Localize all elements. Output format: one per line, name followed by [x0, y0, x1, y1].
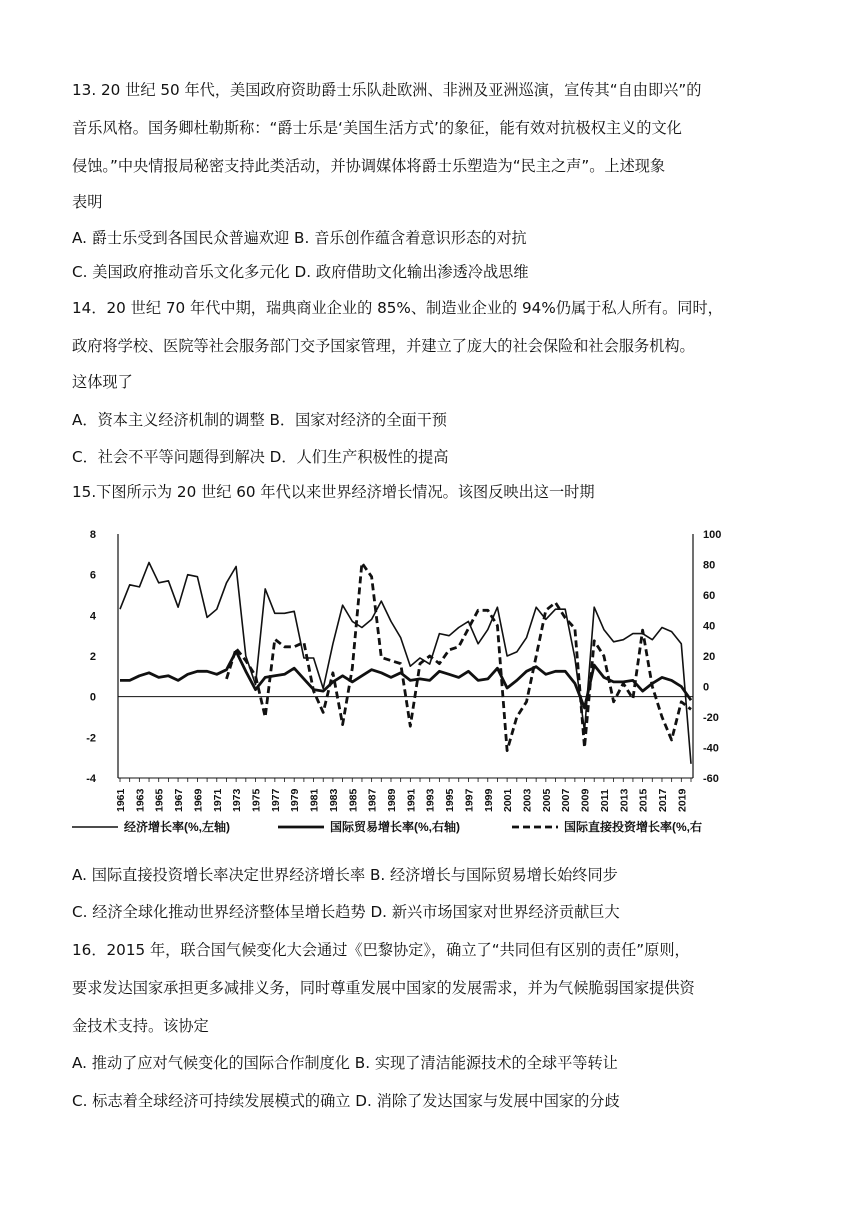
x-tick-label: 2003: [521, 788, 534, 812]
x-tick-label: 1997: [463, 788, 476, 812]
q13-stem-line-4: 表明: [72, 193, 103, 211]
q16-stem-line-1: 16．2015 年，联合国气候变化大会通过《巴黎协定》，确立了“共同但有区别的责任”原则，: [72, 941, 690, 959]
x-tick-label: 1979: [289, 788, 302, 812]
q14-stem-line-1: 14．20 世纪 70 年代中期，瑞典商业企业的 85%、制造业企业的 94%仍属于私人所有。同时，: [72, 299, 723, 317]
y-right-axis-labels: [703, 529, 721, 785]
series-line-3: [227, 563, 692, 751]
legend-label-3: 国际直接投资增长率(%,右: [564, 820, 703, 834]
x-tick-label: 1967: [173, 788, 186, 812]
y-left-tick-label: 4: [89, 610, 96, 623]
y-left-tick-label: 8: [89, 529, 96, 541]
q14-stem-line-3: 这体现了: [72, 373, 133, 391]
x-tick-label: 1991: [405, 788, 418, 812]
q13-option-ab: A. 爵士乐受到各国民众普遍欢迎 B. 音乐创作蕴含着意识形态的对抗: [72, 229, 527, 247]
x-tick-label: 2005: [540, 788, 553, 812]
q14-option-cd: C．社会不平等问题得到解决 D．人们生产积极性的提高: [72, 448, 449, 466]
x-axis-labels: [115, 788, 688, 812]
x-tick-label: 2007: [560, 788, 573, 812]
q16-stem-line-3: 金技术支持。该协定: [72, 1017, 209, 1035]
y-left-tick-label: -2: [86, 732, 96, 745]
x-tick-label: 2015: [637, 788, 650, 812]
y-right-tick-label: -60: [703, 773, 719, 785]
x-axis-ticks: [120, 778, 691, 782]
q13-stem-line-1: 13. 20 世纪 50 年代，美国政府资助爵士乐队赴欧洲、非洲及亚洲巡演，宣传其“自由即兴”的: [72, 81, 702, 99]
series-layer: [120, 563, 691, 764]
legend-label-2: 国际贸易增长率(%,右轴): [330, 820, 460, 834]
y-right-tick-label: 100: [703, 529, 722, 541]
y-right-tick-label: 60: [703, 590, 716, 602]
y-right-tick-label: 0: [703, 681, 710, 694]
x-tick-label: 1981: [308, 788, 321, 812]
q15-option-cd: C. 经济全球化推动世界经济整体呈增长趋势 D. 新兴市场国家对世界经济贡献巨大: [72, 903, 620, 921]
x-tick-label: 1977: [269, 788, 282, 812]
q13-stem-line-3: 侵蚀。”中央情报局秘密支持此类活动，并协调媒体将爵士乐塑造为“民主之声”。上述现象: [72, 157, 666, 175]
x-tick-label: 1961: [115, 788, 127, 812]
x-tick-label: 1965: [153, 788, 166, 812]
q15-stem: 15.下图所示为 20 世纪 60 年代以来世界经济增长情况。该图反映出这一时期: [72, 483, 595, 501]
q14-option-ab: A．资本主义经济机制的调整 B．国家对经济的全面干预: [72, 411, 447, 429]
x-tick-label: 2017: [656, 788, 669, 812]
x-tick-label: 2009: [579, 788, 592, 812]
q16-option-ab: A. 推动了应对气候变化的国际合作制度化 B. 实现了清洁能源技术的全球平等转让: [72, 1054, 618, 1072]
y-left-tick-label: -4: [86, 773, 96, 785]
y-left-axis-labels: [86, 529, 97, 785]
q14-stem-line-2: 政府将学校、医院等社会服务部门交予国家管理，并建立了庞大的社会保险和社会服务机构。: [72, 337, 695, 355]
y-right-tick-label: -20: [703, 712, 719, 724]
x-tick-label: 1999: [482, 788, 495, 812]
y-left-tick-label: 2: [89, 651, 96, 663]
x-tick-label: 1969: [192, 788, 205, 812]
y-right-tick-label: 20: [703, 651, 716, 663]
y-right-tick-label: 40: [703, 620, 716, 633]
q15-option-ab: A. 国际直接投资增长率决定世界经济增长率 B. 经济增长与国际贸易增长始终同步: [72, 866, 618, 884]
q13-stem-line-2: 音乐风格。国务卿杜勒斯称：“爵士乐是‘美国生活方式’的象征，能有效对抗极权主义的文化: [72, 119, 682, 137]
q16-stem-line-2: 要求发达国家承担更多减排义务，同时尊重发展中国家的发展需求，并为气候脆弱国家提供资: [72, 979, 695, 997]
y-left-tick-label: 6: [89, 569, 96, 582]
chart-legend: [72, 819, 702, 834]
y-right-tick-label: -40: [703, 742, 719, 755]
x-tick-label: 1971: [211, 788, 224, 812]
x-tick-label: 2011: [598, 789, 611, 812]
q16-option-cd: C. 标志着全球经济可持续发展模式的确立 D. 消除了发达国家与发展中国家的分歧: [72, 1092, 620, 1110]
x-tick-label: 1989: [385, 788, 398, 812]
series-line-1: [120, 563, 691, 764]
x-tick-label: 1987: [366, 788, 379, 812]
x-tick-label: 1973: [231, 788, 244, 812]
x-tick-label: 1993: [424, 788, 437, 812]
x-tick-label: 2013: [618, 788, 631, 812]
q13-option-cd: C. 美国政府推动音乐文化多元化 D. 政府借助文化输出渗透冷战思维: [72, 263, 529, 281]
x-tick-label: 2019: [676, 788, 689, 812]
x-tick-label: 1985: [347, 788, 360, 812]
x-tick-label: 1995: [444, 788, 457, 812]
y-right-tick-label: 80: [703, 559, 716, 572]
x-tick-label: 2001: [502, 788, 515, 812]
x-tick-label: 1983: [327, 788, 340, 812]
x-tick-label: 1975: [250, 788, 263, 812]
y-left-tick-label: 0: [89, 691, 96, 704]
x-tick-label: 1963: [134, 788, 147, 812]
legend-label-1: 经济增长率(%,左轴): [124, 820, 230, 834]
world-growth-chart: [60, 520, 760, 845]
